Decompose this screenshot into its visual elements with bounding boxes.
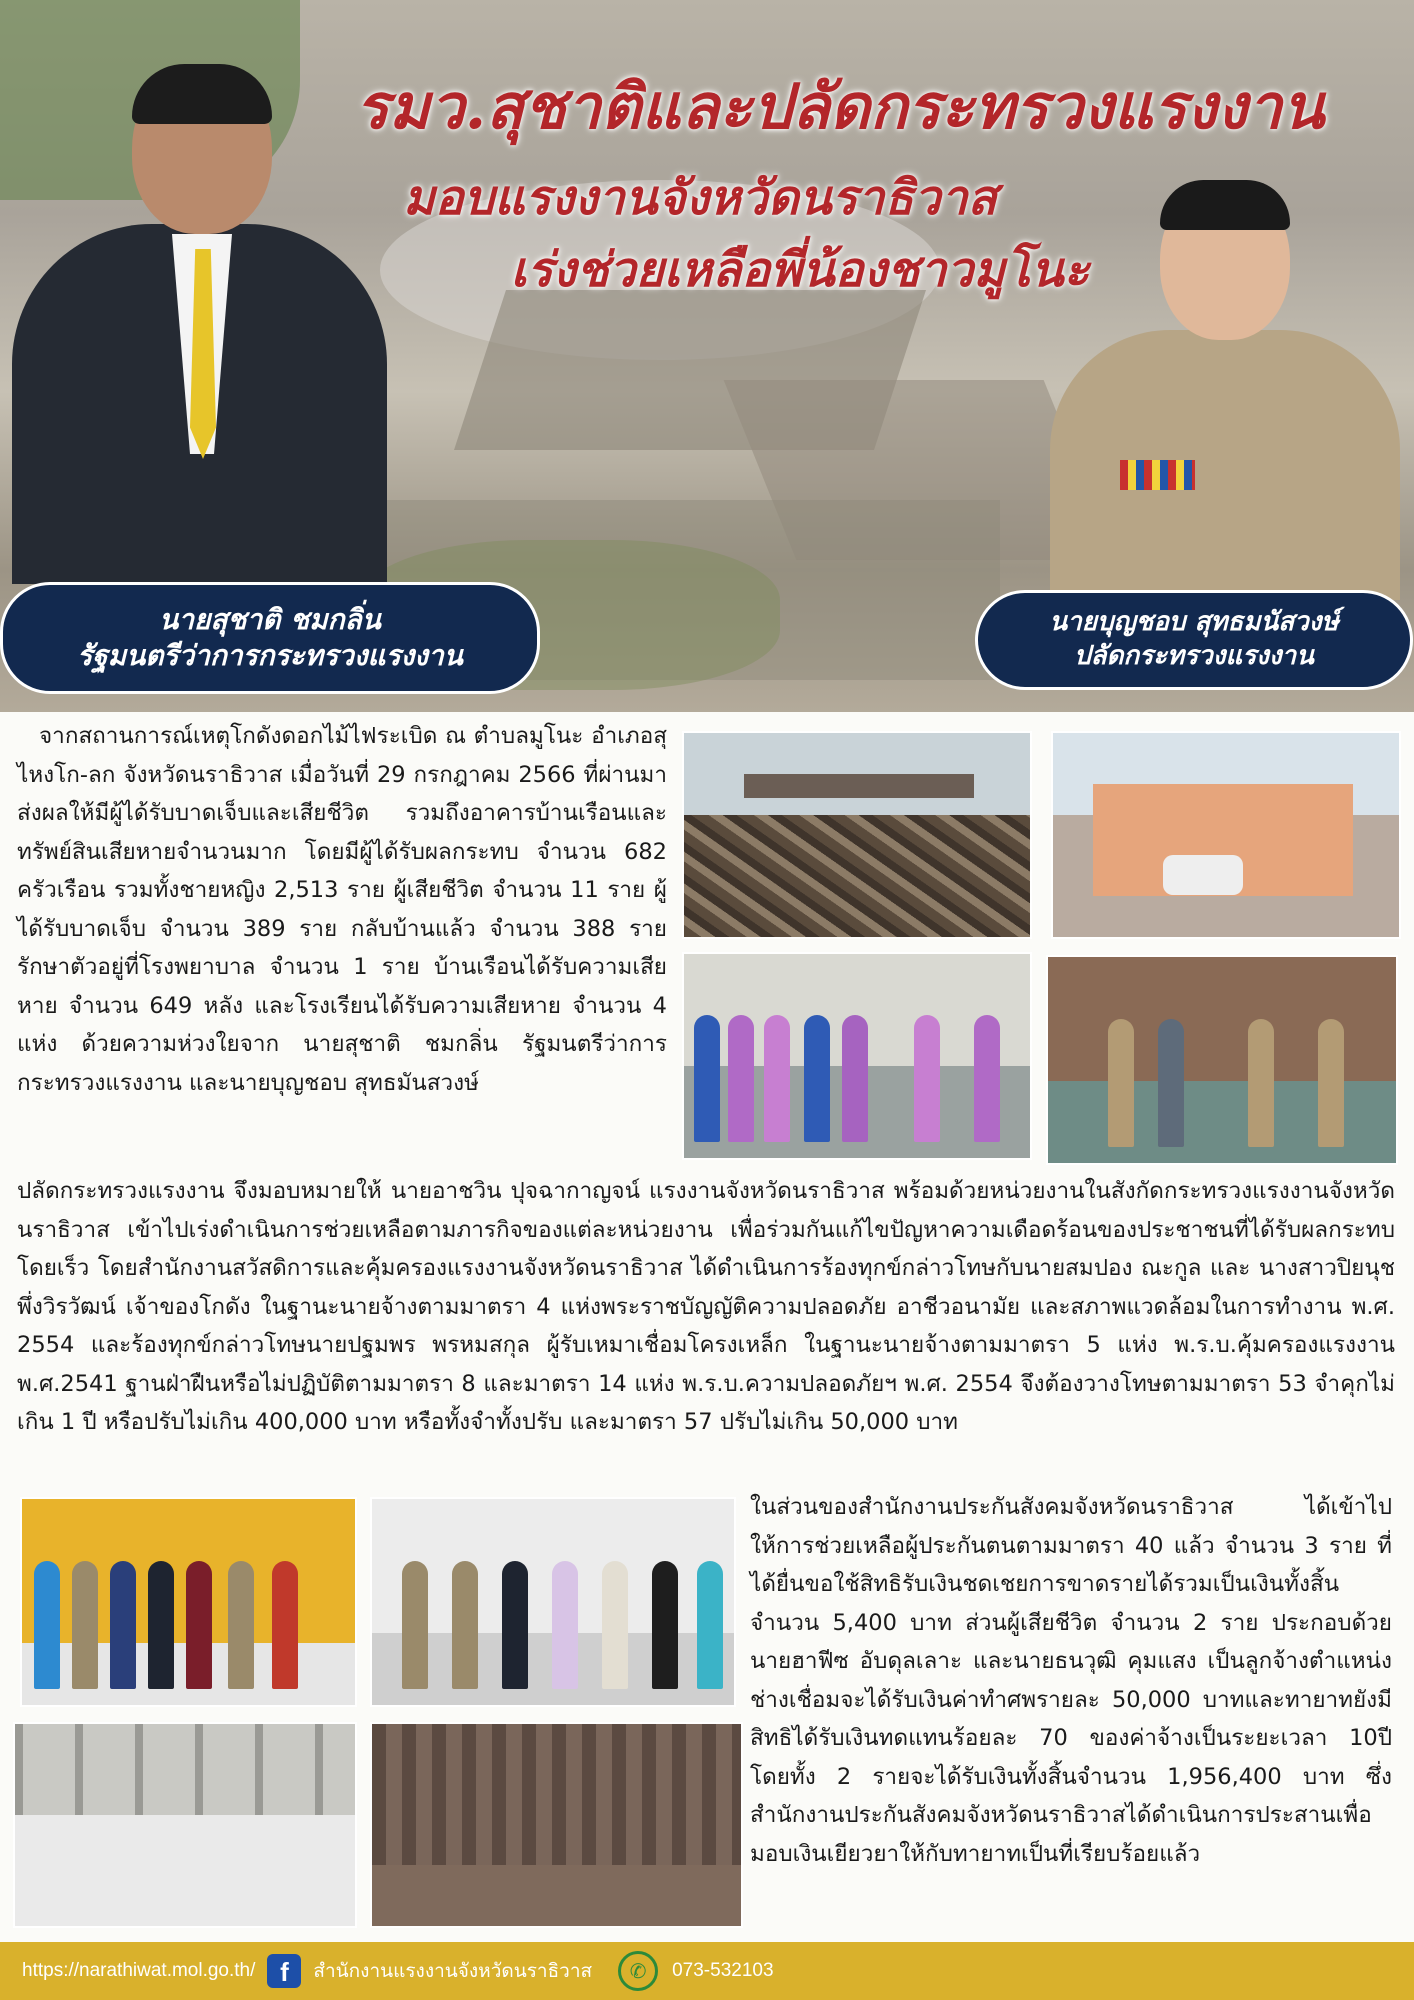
minister-name-badge [0,582,540,694]
article-paragraph-1 [17,717,667,1179]
article-paragraph-2: ปลัดกระทรวงแรงงาน จึงมอบหมายให้ นายอาชวิน ปุจฉากาญจน์ แรงงานจังหวัดนราธิวาส พร้อมด้วยหน่วยงานในสังกัดกระทรวงแรงงานจังหวัดนราธิวาส เข้าไปเร่งดำเนินการช่วยเหลือตามภารกิจของแต่ละหน่วยงาน เพื่อร่วมกันแก้ไขปัญหาความเดือดร้อนของประชาชนที่ได้รับผลกระทบโดยเร็ว โดยสำนักงานสวัสดิการและคุ้มครองแรงงานจังหวัดนราธิวาส ได้ดำเนินการร้องทุกข์กล่าวโทษกับนายสมปอง ณะกูล และ นางสาวปิยนุช พึ่งวิรวัฒน์ เจ้าของโกดัง ในฐานะนายจ้างตามมาตรา 4 แห่งพระราชบัญญัติความปลอดภัย อาชีวอนามัย และสภาพแวดล้อมในการทำงาน พ.ศ. 2554 และร้องทุกข์กล่าวโทษนายปฐมพร พรหมสกุล ผู้รับเหมาเชื่อมโครงเหล็ก ในฐานะนายจ้างตามมาตรา 5 แห่ง พ.ร.บ.คุ้มครองแรงงาน พ.ศ.2541 ฐานฝ่าฝืนหรือไม่ปฏิบัติตามมาตรา 8 และมาตรา 14 แห่ง พ.ร.บ.ความปลอดภัยฯ พ.ศ. 2554 จึงต้องวางโทษตามมาตรา 53 จำคุกไม่เกิน 1 ปี หรือปรับไม่เกิน 400,000 บาท หรือทั้งจำทั้งปรับ และมาตรา 57 ปรับไม่เกิน 50,000 บาท [17,1178,1395,1435]
phone-icon: ✆ [618,1951,658,1991]
secretary-position: ปลัดกระทรวงแรงงาน [1074,641,1314,671]
photo-damaged-ceiling [13,1722,357,1928]
minister-name: นายสุชาติ ชมกลิ่น [159,602,381,636]
photo-damaged-orange-house [1051,731,1401,939]
photo-aid-handover-family [370,1497,736,1707]
secretary-name: นายบุญชอบ สุทธมนัสวงษ์ [1049,607,1339,638]
facebook-icon[interactable]: f [267,1954,301,1988]
photo-aid-handover-meeting [20,1497,357,1707]
hero-banner [0,0,1414,712]
website-link[interactable]: https://narathiwat.mol.go.th/ [22,1960,256,1981]
photo-officials-visit [682,952,1032,1160]
article-paragraph-3: ในส่วนของสำนักงานประกันสังคมจังหวัดนราธิวาส ได้เข้าไปให้การช่วยเหลือผู้ประกันตนตามมาตรา 40 แล้ว จำนวน 3 ราย ที่ได้ยื่นขอใช้สิทธิรับเงินชดเชยการขาดรายได้รวมเป็นเงินทั้งสิ้น จำนวน 5,400 บาท ส่วนผู้เสียชีวิต จำนวน 2 ราย ประกอบด้วย นายฮาฟีซ อับดุลเลาะ และนายธนวุฒิ คุมแสง เป็นลูกจ้างตำแหน่งช่างเชื่อมจะได้รับเงินค่าทำศพรายละ 50,000 บาทและทายาทยังมีสิทธิได้รับเงินทดแทนร้อยละ 70 ของค่าจ้างเป็นระยะเวลา 10ปี โดยทั้ง 2 รายจะได้รับเงินทั้งสิ้นจำนวน 1,956,400 บาท ซึ่งสำนักงานประกันสังคมจังหวัดนราธิวาสได้ดำเนินการประสานเพื่อมอบเงินเยียวยาให้กับทายาทเป็นที่เรียบร้อยแล้ว [750,1494,1392,1867]
photo-destroyed-house [682,731,1032,939]
footer-bar [0,1942,1414,2000]
headline-line-3: เร่งช่วยเหลือพี่น้องชาวมูโนะ [510,242,1090,298]
paragraph-1-text: จากสถานการณ์เหตุโกดังดอกไม้ไฟระเบิด ณ ตำบลมูโนะ อำเภอสุไหงโก-ลก จังหวัดนราธิวาส เมื่อวันที่ 29 กรกฎาคม 2566 ที่ผ่านมา ส่งผลให้มีผู้ได้รับบาดเจ็บและเสียชีวิต รวมถึงอาคารบ้านเรือนและทรัพย์สินเสียหายจำนวนมาก โดยมีผู้ได้รับผลกระทบ จำนวน 682 ครัวเรือน รวมทั้งชายหญิง 2,513 ราย ผู้เสียชีวิต จำนวน 11 ราย ผู้ได้รับบาดเจ็บ จำนวน 389 ราย กลับบ้านแล้ว จำนวน 388 ราย รักษาตัวอยู่ที่โรงพยาบาล จำนวน 1 ราย บ้านเรือนได้รับความเสียหาย จำนวน 649 หลัง และโรงเรียนได้รับความเสียหาย จำนวน 4 แห่ง ด้วยความห่วงใยจาก นายสุชาติ ชมกลิ่น รัฐมนตรีว่าการกระทรวงแรงงาน และนายบุญชอบ สุทธมันสวงษ์ [17,723,667,1096]
facebook-page-link[interactable]: สำนักงานแรงงานจังหวัดนราธิวาส [313,1961,593,1982]
phone-number[interactable]: 073-532103 [672,1960,774,1981]
headline-line-2: มอบแรงงานจังหวัดนราธิวาส [403,170,997,226]
secretary-name-badge [975,590,1413,690]
photo-damaged-roof [370,1722,743,1928]
photo-officials-with-resident [1046,955,1398,1165]
headline-line-1: รมว.สุชาติและปลัดกระทรวงแรงงาน [355,70,1325,143]
minister-position: รัฐมนตรีว่าการกระทรวงแรงงาน [77,639,463,672]
